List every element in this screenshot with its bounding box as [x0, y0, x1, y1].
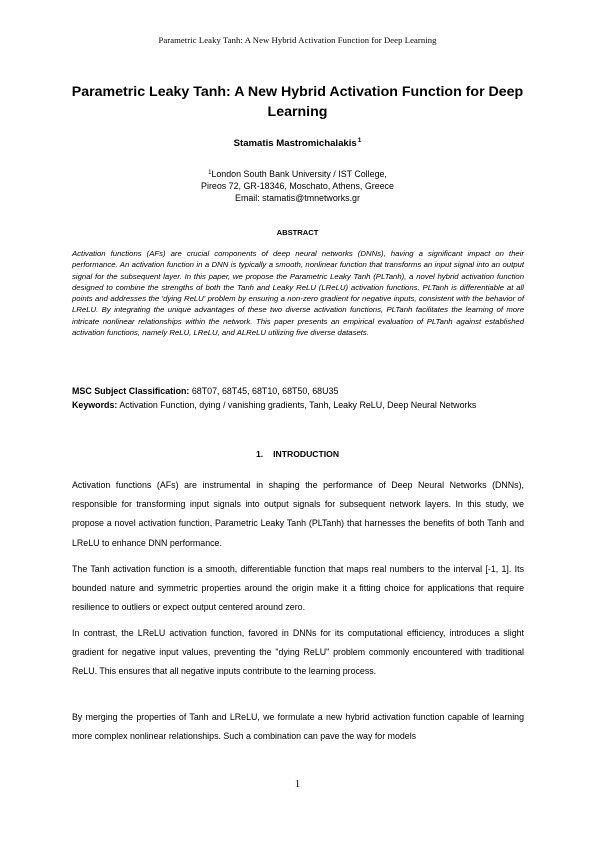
affiliation-block	[0, 167, 595, 205]
affiliation-email: Email: stamatis@tmnetworks.gr	[235, 193, 360, 204]
page-number: 1	[294, 778, 301, 790]
author-line	[0, 137, 595, 149]
affiliation-line-1	[0, 167, 595, 180]
section-heading-introduction	[0, 449, 595, 459]
intro-paragraph-4: By merging the properties of Tanh and LReLU, we formulate a new hybrid activation function capable of learning more complex nonlinear relationships. Such a combination can pave the way for models	[72, 712, 524, 742]
msc-label: MSC Subject Classification:	[72, 386, 190, 396]
affiliation-line-2: Pireos 72, GR-18346, Moschato, Athens, Greece	[201, 181, 394, 192]
intro-paragraph-2: The Tanh activation function is a smooth, differentiable function that maps real numbers to the interval [-1, 1]. Its bounded nature and symmetric properties around the origin make it a fitting choice for applications that require resilience to outliers or expect output centered around zero.	[72, 564, 524, 613]
affiliation-superscript: 1	[208, 170, 212, 176]
section-title: INTRODUCTION	[273, 449, 340, 459]
msc-classification	[72, 385, 524, 398]
keywords-label: Keywords:	[72, 400, 118, 410]
intro-paragraph-3: In contrast, the LReLU activation function, favored in DNNs for its computational efficiency, introduces a slight gradient for negative input values, preventing the "dying ReLU" problem commonly encountered with traditional ReLU. This ensures that all negative inputs contribute to the learning process.	[72, 628, 524, 677]
paper-title: Parametric Leaky Tanh: A New Hybrid Activation Function for Deep Learning	[71, 84, 524, 120]
intro-paragraph-1: Activation functions (AFs) are instrumental in shaping the performance of Deep Neural Networks (DNNs), responsible for transforming input signals into output signals for subsequent network layers. In this study, we propose a novel activation function, Parametric Leaky Tanh (PLTanh) that harnesses the benefits of both Tanh and LReLU to enhance DNN performance.	[72, 480, 524, 548]
keywords	[72, 399, 524, 413]
affiliation-institution: London South Bank University / IST College,	[211, 169, 387, 179]
section-number: 1.	[255, 449, 264, 459]
abstract-heading: ABSTRACT	[276, 228, 319, 237]
author-superscript: 1	[357, 137, 362, 144]
keywords-value: Activation Function, dying / vanishing gradients, Tanh, Leaky ReLU, Deep Neural Networks	[119, 400, 477, 410]
author-name: Stamatis Mastromichalakis	[233, 138, 357, 149]
running-header: Parametric Leaky Tanh: A New Hybrid Activation Function for Deep Learning	[158, 35, 437, 45]
abstract-text: Activation functions (AFs) are crucial components of deep neural networks (DNNs), having a significant impact on their performance. An activation function in a DNN is typically a smooth, nonlinear function that transforms an input signal into an output signal for the subsequent layer. In this paper, we propose the Parametric Leaky Tanh (PLTanh), a novel hybrid activation function designed to combine the strengths of both the Tanh and Leaky ReLU (LReLU) activation functions. PLTanh is differentiable at all points and addresses the 'dying ReLU' problem by ensuring a non-zero gradient for negative inputs, consistent with the behavior of LReLU. By integrating the unique advantages of these two diverse activation functions, PLTanh facilitates the learning of more intricate nonlinear relationships within the network. This paper presents an empirical evaluation of PLTanh against established activation functions, namely ReLU, LReLU, and ALReLU utilizing five diverse datasets.	[72, 249, 524, 338]
msc-value: 68T07, 68T45, 68T10, 68T50, 68U35	[191, 386, 339, 396]
